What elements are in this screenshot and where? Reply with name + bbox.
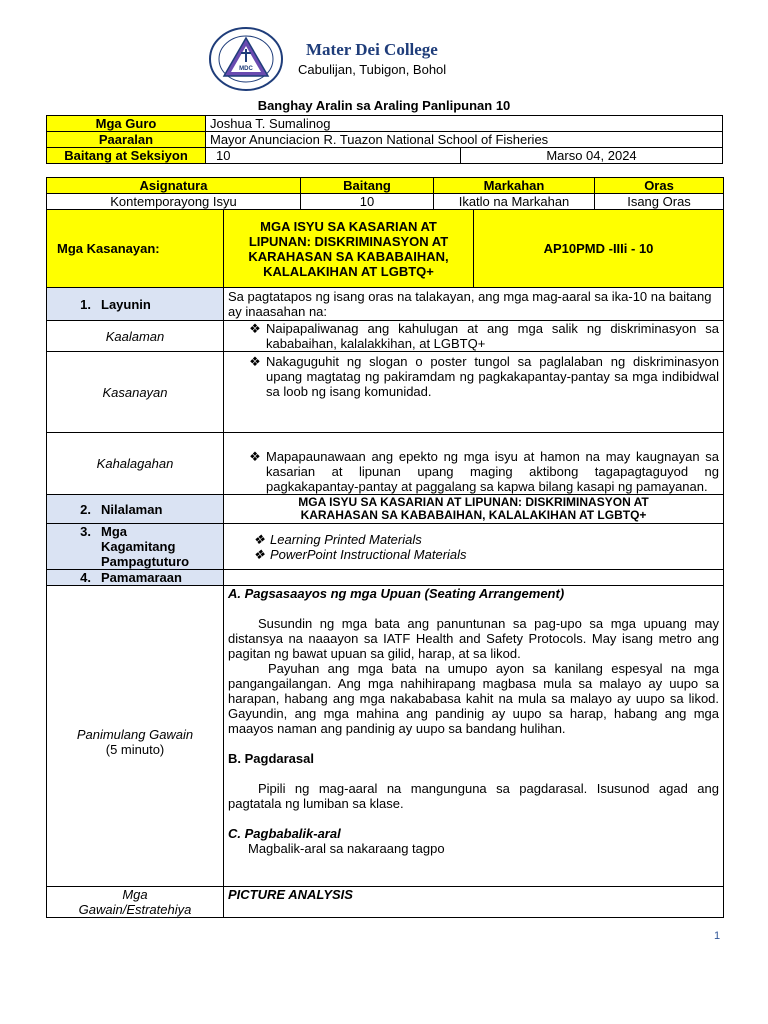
pagbabalik-aral-text: Magbalik-aral sa nakaraang tagpo — [248, 841, 445, 856]
diamond-bullet-icon: ❖ — [249, 354, 261, 369]
college-name: Mater Dei College — [306, 40, 438, 59]
kasanayan-label: Mga Kasanayan: — [47, 210, 224, 288]
markahan-value: Ikatlo na Markahan — [434, 194, 595, 210]
pamamaraan-empty — [224, 570, 724, 586]
pamamaraan-label: 4. Pamamaraan — [47, 570, 224, 586]
diamond-bullet-icon: ❖ — [253, 546, 265, 562]
college-seal — [208, 26, 284, 92]
paaralan-value: Mayor Anunciacion R. Tuazon National School of Fisheries — [206, 132, 723, 148]
guro-label: Mga Guro — [47, 116, 206, 132]
kagamitan-list: ❖ Learning Printed Materials ❖ PowerPoint Instructional Materials — [224, 524, 724, 570]
guro-value: Joshua T. Sumalinog — [206, 116, 723, 132]
asignatura-value: Kontemporayong Isyu — [47, 194, 301, 210]
svg-text:MDC: MDC — [239, 66, 253, 72]
kaalaman-cell: ❖ Naipapaliwanag ang kahulugan at ang mga salik ng diskriminasyon sa kababaihan, kalalakkihan, at LGBTQ+ — [224, 321, 724, 352]
lesson-plan-table — [46, 177, 724, 918]
gawain-title: PICTURE ANALYSIS — [224, 887, 724, 918]
kaalaman-label: Kaalaman — [47, 321, 224, 352]
pagdarasal-paragraph: Pipili ng mag-aaral na mangunguna sa pagdarasal. Isusunod agad ang pagtatala ng lumiban sa klase. — [228, 781, 720, 811]
pagdarasal-title: B. Pagdarasal — [228, 751, 314, 766]
pagbabalik-aral-title: C. Pagbabalik-aral — [228, 826, 341, 841]
layunin-intro: Sa pagtatapos ng isang oras na talakayan, ang mga mag-aaral sa ika-10 na baitang ay inaasahan na: — [224, 288, 724, 321]
seating-title: A. Pagsasaayos ng mga Upuan (Seating Arrangement) — [228, 586, 565, 601]
baitang-seksiyon-value: 10 — [206, 148, 461, 164]
oras-value: Isang Oras — [595, 194, 724, 210]
paaralan-label: Paaralan — [47, 132, 206, 148]
seating-paragraph-1: Susundin ng mga bata ang panuntunan sa pag-upo sa mga upuang may distansya na naaayon sa IATF Health and Safety Protocols. May isang metro ang pagitan ng bawat upuan sa gilid, harap, at sa likod. — [228, 616, 720, 661]
kasanayan-row-label: Kasanayan — [47, 352, 224, 433]
panimula-label: Panimulang Gawain (5 minuto) — [47, 586, 224, 887]
diamond-bullet-icon: ❖ — [249, 321, 261, 336]
kasanayan-code: AP10PMD -IIIi - 10 — [474, 210, 724, 288]
nilalaman-label: 2. Nilalaman — [47, 495, 224, 524]
kasanayan-cell: ❖ Nakaguguhit ng slogan o poster tungol sa paglalaban ng diskriminasyon upang magtatag ng pakiramdam ng pagkakapantay-pantay sa mga indibidwal sa loob ng isang komunidad. — [224, 352, 724, 433]
page-number: 1 — [714, 930, 721, 942]
kahalagahan-label: Kahalagahan — [47, 433, 224, 495]
diamond-bullet-icon: ❖ — [253, 531, 265, 547]
nilalaman-text: MGA ISYU SA KASARIAN AT LIPUNAN: DISKRIMINASYON AT KARAHASAN SA KABABAIHAN, KALALAKIHAN AT LGBTQ+ — [224, 495, 724, 524]
info-table — [46, 115, 723, 164]
panimula-content — [224, 586, 724, 887]
kagamitan-label: 3. Mga Kagamitang Pampagtuturo — [47, 524, 224, 570]
kasanayan-topic: MGA ISYU SA KASARIAN AT LIPUNAN: DISKRIMINASYON AT KARAHASAN SA KABABAIHAN, KALALAKIHAN AT LGBTQ+ — [224, 210, 474, 288]
document-title: Banghay Aralin sa Araling Panlipunan 10 — [257, 98, 511, 113]
baitang-seksiyon-label: Baitang at Seksiyon — [47, 148, 206, 164]
baitang-header: Baitang — [301, 178, 434, 194]
oras-header: Oras — [595, 178, 724, 194]
gawain-label: Mga Gawain/Estratehiya — [47, 887, 224, 918]
diamond-bullet-icon: ❖ — [249, 449, 261, 464]
layunin-label: 1. Layunin — [47, 288, 224, 321]
college-address: Cabulijan, Tubigon, Bohol — [298, 62, 447, 77]
date-value: Marso 04, 2024 — [461, 148, 723, 164]
seating-paragraph-2: Payuhan ang mga bata na umupo ayon sa kanilang espesyal na mga pangangailangan. Ang mga nahihirapang magbasa mula sa malayo ay uupo sa harapan, habang ang mga nakababasa kahit na mula sa malayo ay uupo sa likod. Gayundin, ang mga mahina ang pandinig ay uupo sa harap, habang ang mga maayos naman ang pandinig ay uupo sa bandang hulihan. — [228, 661, 720, 736]
asignatura-header: Asignatura — [47, 178, 301, 194]
baitang-value: 10 — [301, 194, 434, 210]
markahan-header: Markahan — [434, 178, 595, 194]
kahalagahan-cell: ❖ Mapapaunawaan ang epekto ng mga isyu at hamon na may kaugnayan sa kasarian at lipunan upang maging aktibong tagapagtaguyod ng pagkakapantay-pantay at paggalang sa kapwa bilang kasapi ng pamayanan. — [224, 433, 724, 495]
